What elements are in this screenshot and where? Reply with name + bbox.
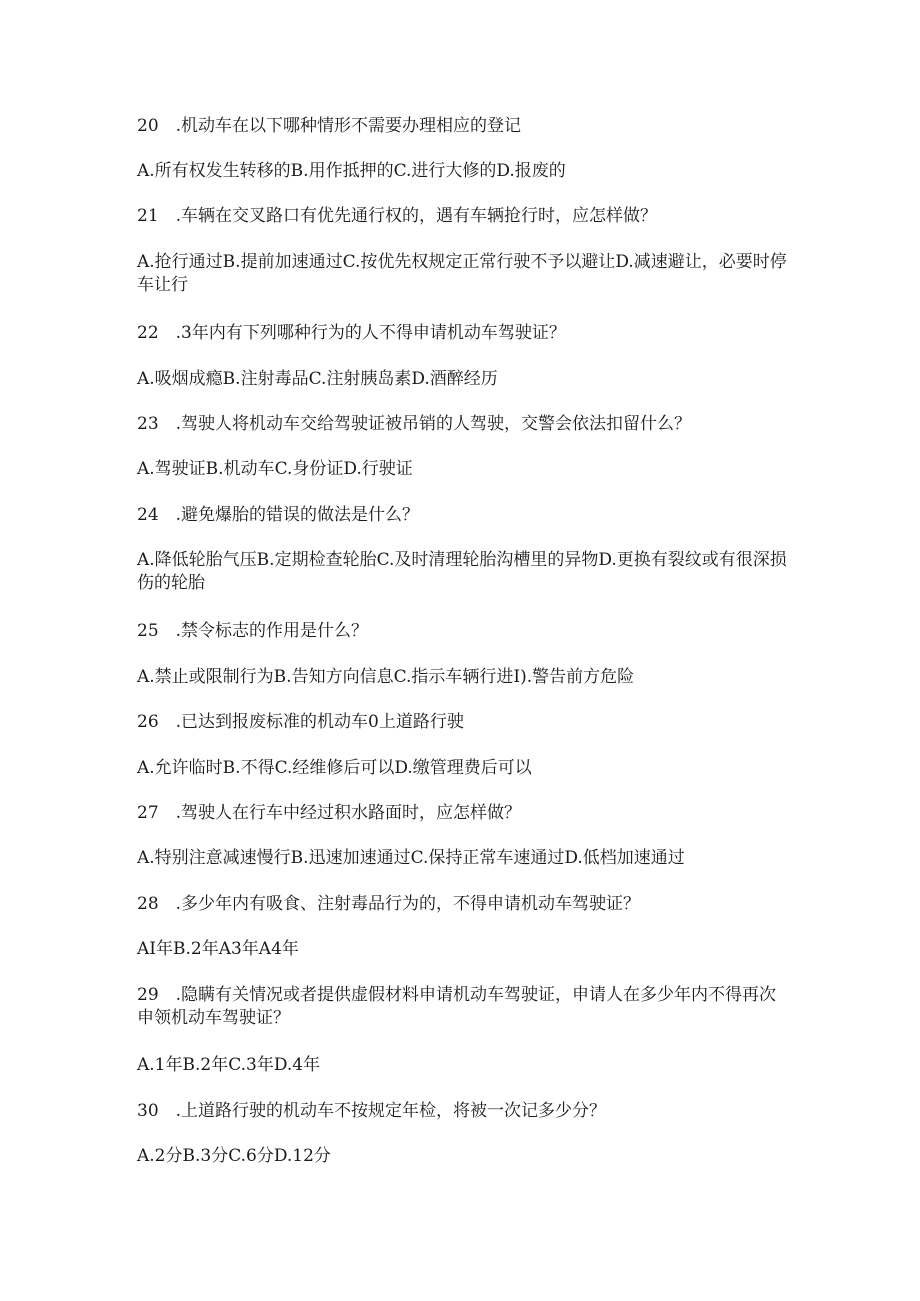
answer-options-27: A.特别注意减速慢行B.迅速加速通过C.保持正常车速通过D.低档加速通过 xyxy=(137,848,685,868)
answer-options-22: A.吸烟成瘾B.注射毒品C.注射胰岛素D.酒醉经历 xyxy=(137,369,498,389)
answer-options-24: A.降低轮胎气压B.定期检查轮胎C.及时清理轮胎沟槽里的异物D.更换有裂纹或有很深损伤的轮胎 xyxy=(137,550,787,593)
answer-options-25: A.禁止或限制行为B.告知方向信息C.指示车辆行进I).警告前方危险 xyxy=(137,667,635,687)
answer-options-28: AI年B.2年A3年A4年 xyxy=(137,939,299,959)
question-26: 26 .已达到报废标准的机动车0上道路行驶 xyxy=(137,712,464,732)
answer-options-26: A.允许临时B.不得C.经维修后可以D.缴管理费后可以 xyxy=(137,758,532,778)
answer-options-21: A.抢行通过B.提前加速通过C.按优先权规定正常行驶不予以避让D.减速避让，必要时停车让行 xyxy=(137,252,787,295)
question-30: 30 .上道路行驶的机动车不按规定年检，将被一次记多少分？ xyxy=(137,1101,607,1121)
question-20: 20 .机动车在以下哪种情形不需要办理相应的登记 xyxy=(137,116,522,136)
answer-options-23: A.驾驶证B.机动车C.身份证D.行驶证 xyxy=(137,459,413,479)
answer-options-29: A.1年B.2年C.3年D.4年 xyxy=(137,1055,321,1075)
question-23: 23 .驾驶人将机动车交给驾驶证被吊销的人驾驶，交警会依法扣留什么？ xyxy=(137,414,692,434)
question-28: 28 .多少年内有吸食、注射毒品行为的，不得申请机动车驾驶证？ xyxy=(137,894,641,914)
question-22: 22 .3年内有下列哪种行为的人不得申请机动车驾驶证？ xyxy=(137,323,566,343)
question-24: 24 .避免爆胎的错误的做法是什么？ xyxy=(137,505,420,525)
answer-options-30: A.2分B.3分C.6分D.12分 xyxy=(137,1146,331,1166)
answer-options-20: A.所有权发生转移的B.用作抵押的C.进行大修的D.报废的 xyxy=(137,161,566,181)
question-21: 21 .车辆在交叉路口有优先通行权的，遇有车辆抢行时，应怎样做？ xyxy=(137,206,658,226)
question-29: 29 .隐瞒有关情况或者提供虚假材料申请机动车驾驶证，申请人在多少年内不得再次申领机动车驾驶证？ xyxy=(137,985,777,1028)
question-27: 27 .驾驶人在行车中经过积水路面时，应怎样做？ xyxy=(137,803,522,823)
question-25: 25 .禁令标志的作用是什么？ xyxy=(137,621,369,641)
